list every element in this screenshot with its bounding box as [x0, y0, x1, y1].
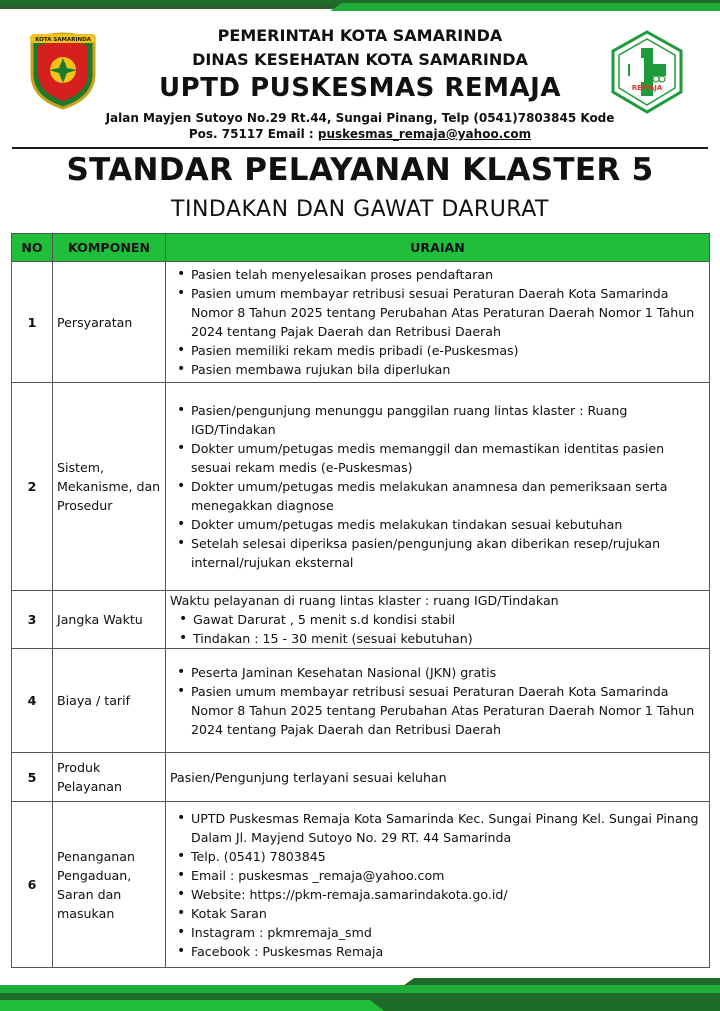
address-line-2 — [95, 126, 625, 142]
service-standard-table — [11, 233, 710, 968]
list-item: • Kotak Saran — [191, 904, 705, 923]
table-row — [12, 802, 710, 968]
table-row — [12, 753, 710, 802]
row-uraian: Pasien/Pengunjung terlayani sesuai keluhan — [166, 753, 710, 802]
table-header-row — [12, 234, 710, 262]
row-komponen: Jangka Waktu — [53, 591, 166, 649]
address-prefix: Pos. 75117 Email : — [188, 127, 318, 141]
row-komponen: Sistem, Mekanisme, dan Prosedur — [53, 383, 166, 591]
email-link[interactable]: puskesmas_remaja@yahoo.com — [317, 127, 532, 141]
puskesmas-remaja-logo — [610, 30, 684, 114]
row-no: 3 — [12, 591, 53, 649]
top-band-stripe — [0, 5, 340, 9]
page-subtitle: TINDAKAN DAN GAWAT DARURAT — [171, 197, 549, 222]
list-item: • Pasien umum membayar retribusi sesuai Peraturan Daerah Kota Samarinda Nomor 8 Tahun 2025 tentang Perubahan Atas Peraturan Daerah Nomor 1 Tahun 2024 tentang Pajak Daerah dan Retribusi Daerah — [191, 682, 705, 739]
list-item: • Gawat Darurat , 5 menit s.d kondisi stabil — [193, 610, 705, 629]
list-item: • Dokter umum/petugas medis melakukan anamnesa dan pemeriksaan serta menegakkan diagnose — [191, 477, 705, 515]
page-title: STANDAR PELAYANAN KLASTER 5 — [66, 152, 654, 188]
list-item: • Setelah selesai diperiksa pasien/pengunjung akan diberikan resep/rujukan internal/rujukan eksternal — [191, 534, 705, 572]
logo-left-text: KOTA SAMARINDA — [35, 37, 91, 43]
row-uraian — [166, 383, 710, 591]
row-no: 4 — [12, 649, 53, 753]
row-uraian — [166, 262, 710, 383]
logo-right-text: REMAJA — [631, 84, 663, 92]
row-komponen: Persyaratan — [53, 262, 166, 383]
table-row — [12, 262, 710, 383]
list-item: • Pasien memiliki rekam medis pribadi (e-Puskesmas) — [191, 341, 705, 360]
list-item: • UPTD Puskesmas Remaja Kota Samarinda Kec. Sungai Pinang Kel. Sungai Pinang Dalam Jl. Mayjend Sutoyo No. 29 RT. 44 Samarinda — [191, 809, 705, 847]
table-row — [12, 649, 710, 753]
list-item: • Instagram : pkmremaja_smd — [191, 923, 705, 942]
list-item: • Tindakan : 15 - 30 menit (sesuai kebutuhan) — [193, 629, 705, 648]
header-komponen: KOMPONEN — [53, 234, 166, 262]
header-uraian: URAIAN — [166, 234, 710, 262]
bottom-band-accent — [0, 985, 720, 993]
row-no: 6 — [12, 802, 53, 968]
list-item: • Pasien/pengunjung menunggu panggilan ruang lintas klaster : Ruang IGD/Tindakan — [191, 401, 705, 439]
row-uraian — [166, 649, 710, 753]
list-item: • Pasien membawa rujukan bila diperlukan — [191, 360, 705, 379]
row-no: 5 — [12, 753, 53, 802]
list-item: • Facebook : Puskesmas Remaja — [191, 942, 705, 961]
header-divider — [12, 147, 708, 149]
kota-samarinda-logo — [26, 30, 100, 110]
list-item: • Dokter umum/petugas medis melakukan tindakan sesuai kebutuhan — [191, 515, 705, 534]
header-puskesmas-name: UPTD PUSKESMAS REMAJA — [159, 73, 561, 103]
table-row — [12, 591, 710, 649]
header-address — [95, 110, 625, 142]
list-item: • Telp. (0541) 7803845 — [191, 847, 705, 866]
row-no: 1 — [12, 262, 53, 383]
header-no: NO — [12, 234, 53, 262]
row-uraian — [166, 591, 710, 649]
list-item[interactable]: • Website: https://pkm-remaja.samarindakota.go.id/ — [191, 885, 705, 904]
row-uraian — [166, 802, 710, 968]
header-line-1: PEMERINTAH KOTA SAMARINDA — [217, 26, 503, 45]
list-item: • Email : puskesmas _remaja@yahoo.com — [191, 866, 705, 885]
list-item: • Pasien umum membayar retribusi sesuai Peraturan Daerah Kota Samarinda Nomor 8 Tahun 2025 tentang Perubahan Atas Peraturan Daerah Nomor 1 Tahun 2024 tentang Pajak Daerah dan Retribusi Daerah — [191, 284, 705, 341]
row-no: 2 — [12, 383, 53, 591]
list-item: • Dokter umum/petugas medis memanggil dan memastikan identitas pasien sesuai rekam medis (e-Puskesmas) — [191, 439, 705, 477]
row-komponen: Biaya / tarif — [53, 649, 166, 753]
list-item: • Peserta Jaminan Kesehatan Nasional (JKN) gratis — [191, 663, 705, 682]
table-row — [12, 383, 710, 591]
row-komponen: Produk Pelayanan — [53, 753, 166, 802]
row-komponen: Penanganan Pengaduan, Saran dan masukan — [53, 802, 166, 968]
header-line-2: DINAS KESEHATAN KOTA SAMARINDA — [192, 50, 528, 69]
row-intro: Waktu pelayanan di ruang lintas klaster : ruang IGD/Tindakan — [170, 593, 559, 608]
list-item: • Pasien telah menyelesaikan proses pendaftaran — [191, 265, 705, 284]
address-line-1: Jalan Mayjen Sutoyo No.29 Rt.44, Sungai Pinang, Telp (0541)7803845 Kode — [105, 111, 615, 125]
top-band-accent — [330, 3, 720, 11]
